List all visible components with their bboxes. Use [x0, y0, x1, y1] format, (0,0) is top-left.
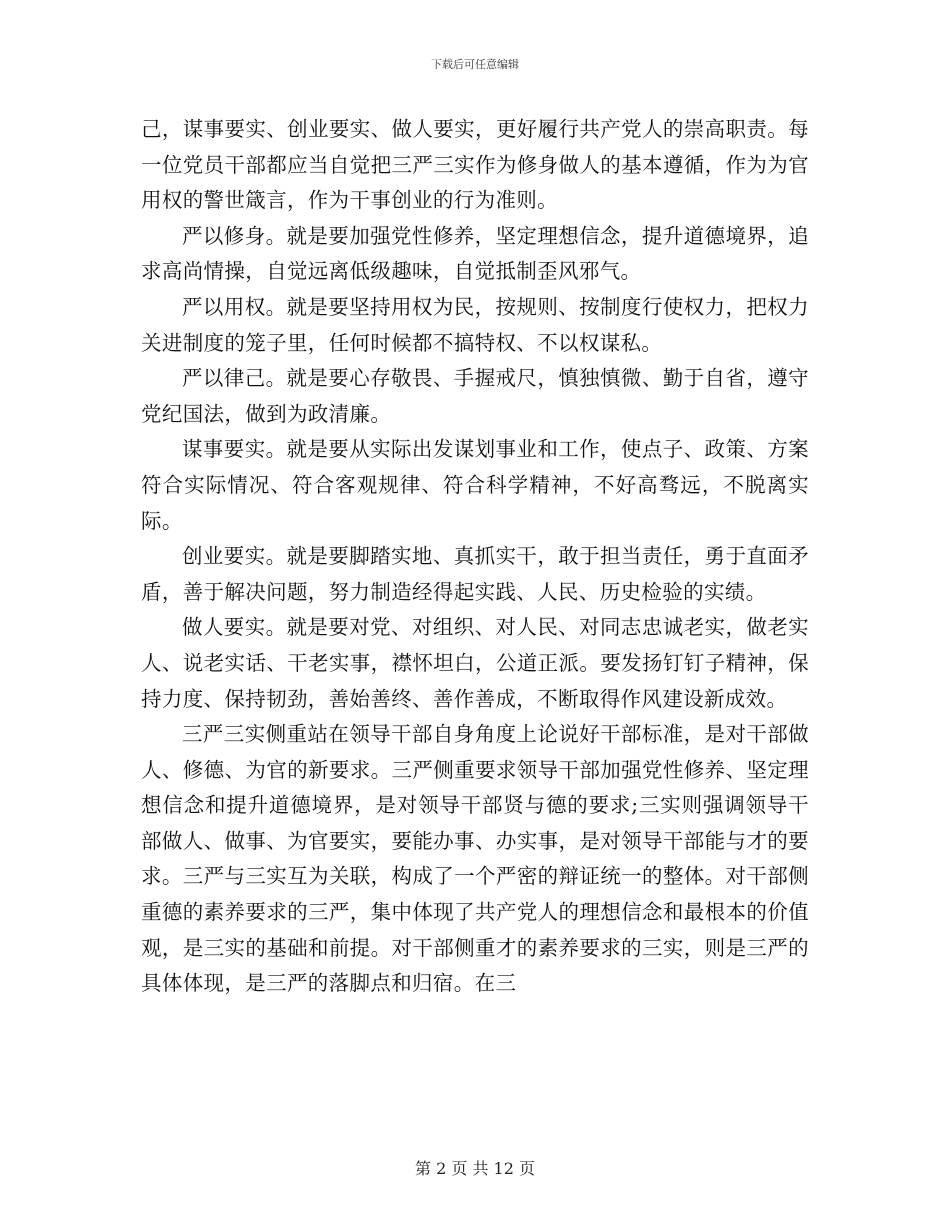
paragraph: 做人要实。就是要对党、对组织、对人民、对同志忠诚老实，做老实人、说老实话、干老实事，襟怀坦白，公道正派。要发扬钉钉子精神，保持力度、保持韧劲，善始善终、善作善成，不断取得作风建设新成效。: [141, 615, 809, 711]
paragraph: 创业要实。就是要脚踏实地、真抓实干，敢于担当责任，勇于直面矛盾，善于解决问题，努力制造经得起实践、人民、历史检验的实绩。: [141, 544, 809, 604]
page-header: 下载后可任意编辑: [431, 58, 519, 71]
paragraph: 严以律己。就是要心存敬畏、手握戒尺，慎独慎微、勤于自省，遵守党纪国法，做到为政清廉。: [141, 366, 809, 426]
document-body: [141, 112, 809, 1002]
paragraph: 严以用权。就是要坚持用权为民，按规则、按制度行使权力，把权力关进制度的笼子里，任何时候都不搞特权、不以权谋私。: [141, 294, 809, 355]
paragraph: 己，谋事要实、创业要实、做人要实，更好履行共产党人的崇高职责。每一位党员干部都应当自觉把三严三实作为修身做人的基本遵循，作为为官用权的警世箴言，作为干事创业的行为准则。: [141, 117, 809, 213]
paragraph: 谋事要实。就是要从实际出发谋划事业和工作，使点子、政策、方案符合实际情况、符合客观规律、符合科学精神，不好高骛远，不脱离实际。: [141, 437, 809, 533]
paragraph: 三严三实侧重站在领导干部自身角度上论说好干部标准，是对干部做人、修德、为官的新要求。三严侧重要求领导干部加强党性修养、坚定理想信念和提升道德境界，是对领导干部贤与德的要求;三实则强调领导干部做人、做事、为官要实，要能办事、办实事，是对领导干部能与才的要求。三严与三实互为关联，构成了一个严密的辩证统一的整体。对干部侧重德的素养要求的三严，集中体现了共产党人的理想信念和最根本的价值观，是三实的基础和前提。对干部侧重才的素养要求的三实，则是三严的具体体现，是三严的落脚点和归宿。在三: [141, 722, 809, 996]
page-number-footer: 第 2 页 共 12 页: [415, 1159, 535, 1178]
paragraph: 严以修身。就是要加强党性修养，坚定理想信念，提升道德境界，追求高尚情操，自觉远离低级趣味，自觉抵制歪风邪气。: [141, 223, 809, 284]
